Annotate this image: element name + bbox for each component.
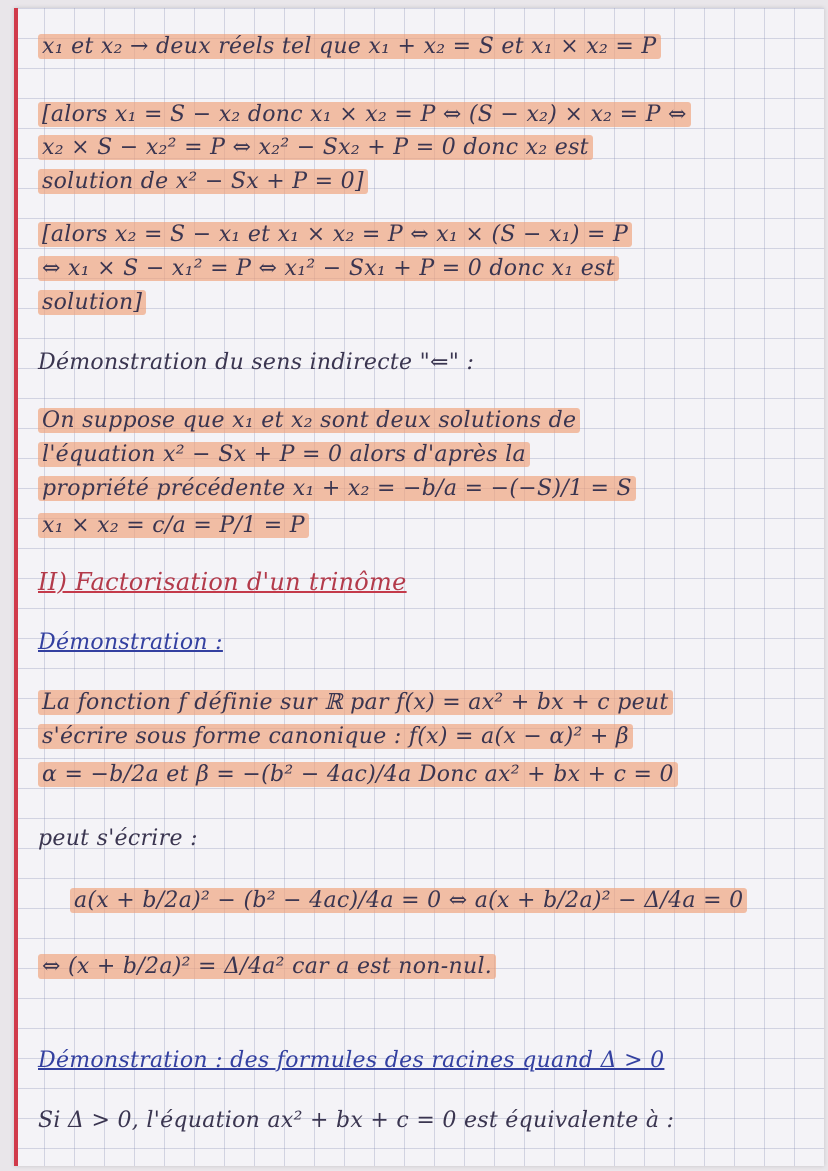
text-line-16: s'écrire sous forme canonique : f(x) = a(x − α)² + β (38, 724, 633, 749)
text-line-12: x₁ × x₂ = c/a = P/1 = P (38, 513, 309, 538)
text-line-18: peut s'écrire : (38, 826, 198, 851)
text-line-3: x₂ × S − x₂² = P ⇔ x₂² − Sx₂ + P = 0 donc x₂ est (38, 135, 593, 160)
notebook-page (14, 8, 824, 1166)
text-line-5: [alors x₂ = S − x₁ et x₁ × x₂ = P ⇔ x₁ × (S − x₁) = P (38, 222, 632, 247)
text-line-7: solution] (38, 290, 146, 315)
text-line-1: x₁ et x₂ → deux réels tel que x₁ + x₂ = S et x₁ × x₂ = P (38, 34, 661, 59)
text-line-11: propriété précédente x₁ + x₂ = −b/a = −(−S)/1 = S (38, 476, 636, 501)
text-line-2: [alors x₁ = S − x₂ donc x₁ × x₂ = P ⇔ (S − x₂) × x₂ = P ⇔ (38, 102, 691, 127)
equation-line-2: ⇔ (x + b/2a)² = Δ/4a² car a est non-nul. (38, 954, 496, 979)
margin-line (14, 8, 18, 1166)
text-line-15: La fonction f définie sur ℝ par f(x) = ax² + bx + c peut (38, 690, 673, 715)
text-line-22: Si Δ > 0, l'équation ax² + bx + c = 0 est équivalente à : (38, 1108, 675, 1133)
demonstration-roots-heading: Démonstration : des formules des racines quand Δ > 0 (38, 1048, 665, 1073)
text-line-6: ⇔ x₁ × S − x₁² = P ⇔ x₁² − Sx₁ + P = 0 donc x₁ est (38, 256, 619, 281)
text-line-10: l'équation x² − Sx + P = 0 alors d'après la (38, 442, 530, 467)
equation-line-1: a(x + b/2a)² − (b² − 4ac)/4a = 0 ⇔ a(x + b/2a)² − Δ/4a = 0 (70, 888, 747, 913)
text-line-9: On suppose que x₁ et x₂ sont deux solutions de (38, 408, 580, 433)
section-heading-indirect: Démonstration du sens indirecte "⇐" : (38, 350, 475, 375)
text-line-17: α = −b/2a et β = −(b² − 4ac)/4a Donc ax² + bx + c = 0 (38, 762, 678, 787)
section-title-factorisation: II) Factorisation d'un trinôme (38, 568, 407, 596)
text-line-4: solution de x² − Sx + P = 0] (38, 169, 368, 194)
demonstration-heading: Démonstration : (38, 630, 223, 655)
